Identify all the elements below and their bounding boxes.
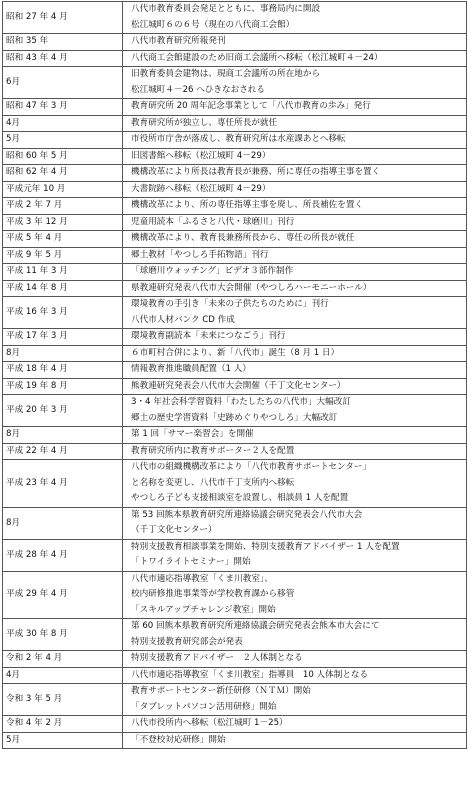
date-cell: 平成 19 年 8 月	[3, 378, 123, 395]
event-line: 第 1 回「サマー楽習会」を開催	[131, 429, 254, 439]
date-cell: 平成 5 年 4 月	[3, 231, 123, 248]
event-line: 八代市人材バンク CD 作成	[131, 314, 235, 325]
date-cell: 昭和 27 年 4 月	[3, 2, 123, 34]
date-cell: 平成元年 10 月	[3, 181, 123, 198]
event-cell	[123, 297, 467, 329]
event-line: 松江城町６の６号（現在の八代商工会館）	[131, 19, 295, 30]
event-cell	[123, 50, 467, 67]
date-cell: 平成 30 年 8 月	[3, 619, 123, 651]
event-line: 八代市教育委員会発足とともに、事務局内に開設	[131, 4, 321, 14]
event-line: 八代市教育研究所報発刊	[131, 36, 226, 46]
event-cell	[123, 667, 467, 684]
table-row	[3, 99, 467, 116]
event-cell	[123, 378, 467, 395]
table-row	[3, 247, 467, 264]
table-row	[3, 539, 467, 571]
event-line: 「球磨川ウォッチング」ビデオ３部作制作	[131, 266, 294, 276]
date-cell: 平成 22 年 4 月	[3, 443, 123, 460]
event-line: 第 53 回熊本県教育研究所連絡協議会研究発表会八代市大会	[131, 509, 363, 520]
date-cell: 平成 11 年 3 月	[3, 264, 123, 281]
event-cell	[123, 247, 467, 264]
table-row	[3, 329, 467, 346]
event-line: 県教連研究発表八代市大会開催（やつしろハーモニーホール）	[131, 282, 372, 293]
date-cell: 平成 3 年 12 月	[3, 214, 123, 231]
event-line: 環境教育副読本「未来につなごう」刊行	[131, 331, 286, 341]
date-cell: 昭和 35 年	[3, 34, 123, 51]
date-cell: 4月	[3, 667, 123, 684]
table-row	[3, 619, 467, 651]
event-cell	[123, 34, 467, 51]
event-line: 3・4 年社会科学習資料「わたしたちの八代市」大幅改訂	[131, 397, 351, 407]
table-row	[3, 507, 467, 539]
event-cell	[123, 231, 467, 248]
event-line: 教育研究所が独立し、専任所長が就任	[131, 117, 278, 128]
date-cell: 令和 2 年 4 月	[3, 651, 123, 668]
event-cell	[123, 280, 467, 297]
event-cell	[123, 148, 467, 165]
event-cell	[123, 395, 467, 427]
event-line: 教育研究所内に教育サポーター２人を配置	[131, 445, 295, 456]
event-line: 教育研究所 20 周年記念事業として「八代市教育の歩み」発行	[131, 101, 371, 111]
date-cell: 令和 3 年 5 月	[3, 684, 123, 716]
date-cell: 平成 18 年 4 月	[3, 362, 123, 379]
event-line: 校内研修推進事業等が学校教育課から移管	[131, 589, 295, 599]
date-cell: 昭和 47 年 3 月	[3, 99, 123, 116]
table-row	[3, 214, 467, 231]
table-row	[3, 264, 467, 281]
table-row	[3, 50, 467, 67]
event-cell	[123, 427, 467, 444]
date-cell: 平成 9 年 5 月	[3, 247, 123, 264]
date-cell: 平成 23 年 4 月	[3, 460, 123, 508]
event-line: 情報教育推進職員配置（1 人）	[131, 364, 251, 374]
event-line: 「不登校対応研修」開始	[131, 734, 226, 745]
event-line: 郷土の歴史学習資料「史跡めぐりやつしろ」大幅改訂	[131, 412, 338, 423]
table-row	[3, 67, 467, 99]
event-line: 児童用読本「ふるさと八代・球磨川」刊行	[131, 216, 295, 227]
date-cell: 4月	[3, 115, 123, 132]
event-line: と名称を変更し、八代市千丁支所内へ移転	[131, 477, 295, 488]
event-cell	[123, 651, 467, 668]
event-cell	[123, 460, 467, 508]
event-line: 八代市役所内へ移転（松江城町 1－25）	[131, 718, 288, 728]
event-line: 機構改革により、所の専任指導主事を廃し、所長補佐を置く	[131, 200, 364, 210]
event-line: 「タブレットパソコン活用研修」開始	[131, 701, 277, 712]
table-row	[3, 395, 467, 427]
date-cell: 8月	[3, 427, 123, 444]
table-row	[3, 378, 467, 395]
event-cell	[123, 619, 467, 651]
event-line: 特別支援教育研究部会が発表	[131, 636, 243, 647]
table-row	[3, 115, 467, 132]
event-line: 松江城町４－26 へひきなおされる	[131, 84, 265, 95]
table-row	[3, 362, 467, 379]
history-table	[2, 1, 467, 749]
table-row	[3, 460, 467, 508]
table-row	[3, 427, 467, 444]
table-row	[3, 345, 467, 362]
date-cell: 平成 28 年 4 月	[3, 539, 123, 571]
event-cell	[123, 716, 467, 733]
event-cell	[123, 99, 467, 116]
event-line: 教育サポートセンター新任研修（ＮＴＭ）開始	[131, 686, 311, 696]
table-row	[3, 651, 467, 668]
date-cell: 平成 20 年 3 月	[3, 395, 123, 427]
date-cell: 8月	[3, 345, 123, 362]
table-row	[3, 684, 467, 716]
event-line: 郷土教材「やつしろ手拓物語」刊行	[131, 249, 269, 260]
date-cell: 令和 4 年 2 月	[3, 716, 123, 733]
event-cell	[123, 2, 467, 34]
table-row	[3, 34, 467, 51]
event-line: 市役所市庁舎が落成し、教育研究所は水産課あとへ移転	[131, 134, 346, 144]
event-cell	[123, 539, 467, 571]
table-row	[3, 716, 467, 733]
event-cell	[123, 132, 467, 149]
history-table-container	[2, 1, 466, 749]
event-cell	[123, 362, 467, 379]
event-cell	[123, 115, 467, 132]
table-row	[3, 571, 467, 619]
event-line: 大書院跡へ移転（松江城町 4－29）	[131, 183, 271, 194]
date-cell: 5月	[3, 132, 123, 149]
event-cell	[123, 571, 467, 619]
event-cell	[123, 507, 467, 539]
event-cell	[123, 684, 467, 716]
event-cell	[123, 165, 467, 182]
table-row	[3, 231, 467, 248]
table-row	[3, 132, 467, 149]
table-row	[3, 732, 467, 749]
table-row	[3, 198, 467, 215]
event-line: 第 60 回熊本県教育研究所連絡協議会研究発表会熊本市大会にて	[131, 621, 380, 631]
event-cell	[123, 264, 467, 281]
date-cell: 平成 29 年 4 月	[3, 571, 123, 619]
event-cell	[123, 732, 467, 749]
event-line: 環境教育の手引き「未来の子供たちのために」刊行	[131, 299, 329, 309]
date-cell: 5月	[3, 732, 123, 749]
event-line: 「トワイライトセミナー」開始	[131, 557, 251, 567]
table-row	[3, 181, 467, 198]
table-row	[3, 667, 467, 684]
table-row	[3, 280, 467, 297]
event-line: （千丁文化センター）	[131, 525, 217, 535]
event-line: ６市町村合併により、新「八代市」誕生（8 月 1 日）	[131, 347, 340, 358]
event-line: 機構改革により所長は教育長が兼務、所に専任の指導主事を置く	[131, 167, 381, 177]
event-line: 機構改革により、教育長兼務所長から、専任の所長が就任	[131, 233, 355, 243]
date-cell: 平成 2 年 7 月	[3, 198, 123, 215]
table-row	[3, 148, 467, 165]
event-cell	[123, 67, 467, 99]
history-table-body	[3, 2, 467, 749]
date-cell: 8月	[3, 507, 123, 539]
event-line: 熊教連研究発表会八代市大会開催（千丁文化センター）	[131, 380, 346, 391]
event-line: 特別支援教育アドバイザー ２人体制となる	[131, 653, 303, 663]
event-line: 旧教育委員会建物は、現商工会議所の所在地から	[131, 69, 321, 79]
event-cell	[123, 345, 467, 362]
event-line: 特別支援教育相談事業を開始、特別支援教育アドバイザー 1 人を配置	[131, 541, 400, 552]
table-row	[3, 443, 467, 460]
date-cell: 昭和 60 年 5 月	[3, 148, 123, 165]
event-line: 旧図書館へ移転（松江城町 4－29）	[131, 150, 271, 161]
date-cell: 6月	[3, 67, 123, 99]
event-line: 八代商工会館建設のため旧商工会議所へ移転（松江城町４－24）	[131, 52, 383, 63]
date-cell: 昭和 62 年 4 月	[3, 165, 123, 182]
event-line: 八代市適応指導教室「くま川教室」、	[131, 573, 273, 584]
table-row	[3, 2, 467, 34]
event-cell	[123, 329, 467, 346]
event-line: やつしろ子ども支援相談室を設置し、相談員 1 人を配置	[131, 493, 349, 503]
table-row	[3, 297, 467, 329]
date-cell: 平成 17 年 3 月	[3, 329, 123, 346]
event-cell	[123, 198, 467, 215]
date-cell: 昭和 43 年 4 月	[3, 50, 123, 67]
table-row	[3, 165, 467, 182]
event-line: 八代市の組織機構改革により「八代市教育サポートセンター」	[131, 462, 372, 472]
event-cell	[123, 443, 467, 460]
event-cell	[123, 214, 467, 231]
date-cell: 平成 14 年 8 月	[3, 280, 123, 297]
date-cell: 平成 16 年 3 月	[3, 297, 123, 329]
event-cell	[123, 181, 467, 198]
event-line: 八代市適応指導教室「くま川教室」指導員 10 人体制となる	[131, 669, 369, 680]
event-line: 「スキルアップチャレンジ教室」開始	[131, 604, 276, 615]
